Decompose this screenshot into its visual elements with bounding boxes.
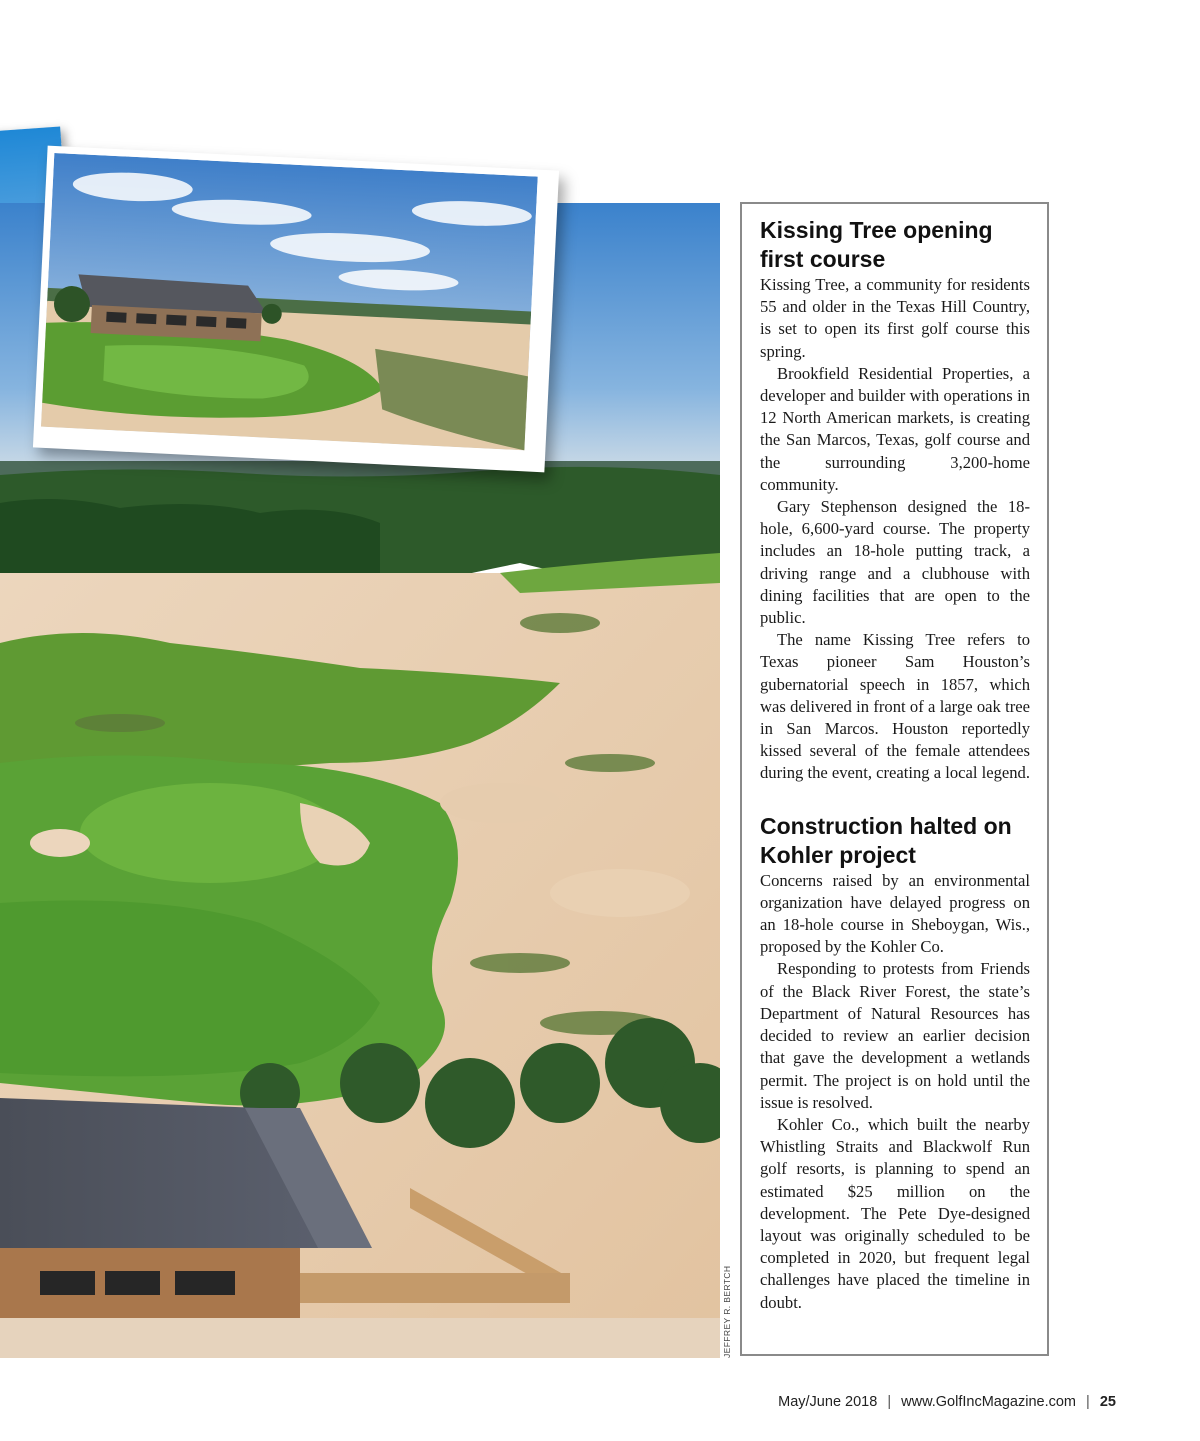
article-paragraph: The name Kissing Tree refers to Texas pioneer Sam Houston’s gubernatorial speech in 1857, which was delivered in front of a large oak tree in San Marcos. Houston reportedly kissed several of the female attendees during the event, creating a local legend. [760,630,1030,783]
page-number: 25 [1099,1394,1116,1410]
footer-separator: | [1086,1394,1090,1410]
article-headline: Kissing Tree opening first course [760,217,993,272]
article-paragraph: Kohler Co., which built the nearby Whistling Straits and Blackwolf Run golf resorts, is planning to spend an estimated $25 million on the development. The Pete Dye-designed layout was originally scheduled to be completed in 2020, but frequent legal challenges have placed the timeline in doubt. [760,1114,1030,1312]
article-paragraph: Brookfield Residential Properties, a developer and builder with operations in 12 North American markets, is creating the San Marcos, Texas, golf course and the surrounding 3,200-home community. [760,363,1030,494]
article-kissing-tree [760,216,1030,785]
article-headline: Construction halted on Kohler project [760,812,1012,868]
issue-date: May/June 2018 [778,1394,878,1410]
page-footer [778,1394,1116,1410]
footer-separator: | [887,1394,892,1410]
article-paragraph: Concerns raised by an environmental organization have delayed progress on an 18-hole course in Sheboygan, Wis., proposed by the Kohler Co. [760,870,1030,957]
article-paragraph: Responding to protests from Friends of the Black River Forest, the state’s Department of Natural Resources has decided to review an earlier decision that gave the development a wetlands permit. The project is on hold until the issue is resolved. [760,959,1030,1112]
photo-credit: JEFFREY R. BERTCH [722,1265,732,1358]
clubhouse-inset-photo [33,146,559,473]
article-kohler-project [760,812,1030,1314]
website-link[interactable]: www.GolfIncMagazine.com [901,1394,1077,1410]
news-sidebar [740,202,1049,1356]
article-paragraph: Gary Stephenson designed the 18-hole, 6,600-yard course. The property includes an 18-hole putting track, a driving range and a clubhouse with dining facilities that are open to the public. [760,497,1030,628]
article-paragraph: Kissing Tree, a community for residents 55 and older in the Texas Hill Country, is set to open its first golf course this spring. [760,275,1030,361]
